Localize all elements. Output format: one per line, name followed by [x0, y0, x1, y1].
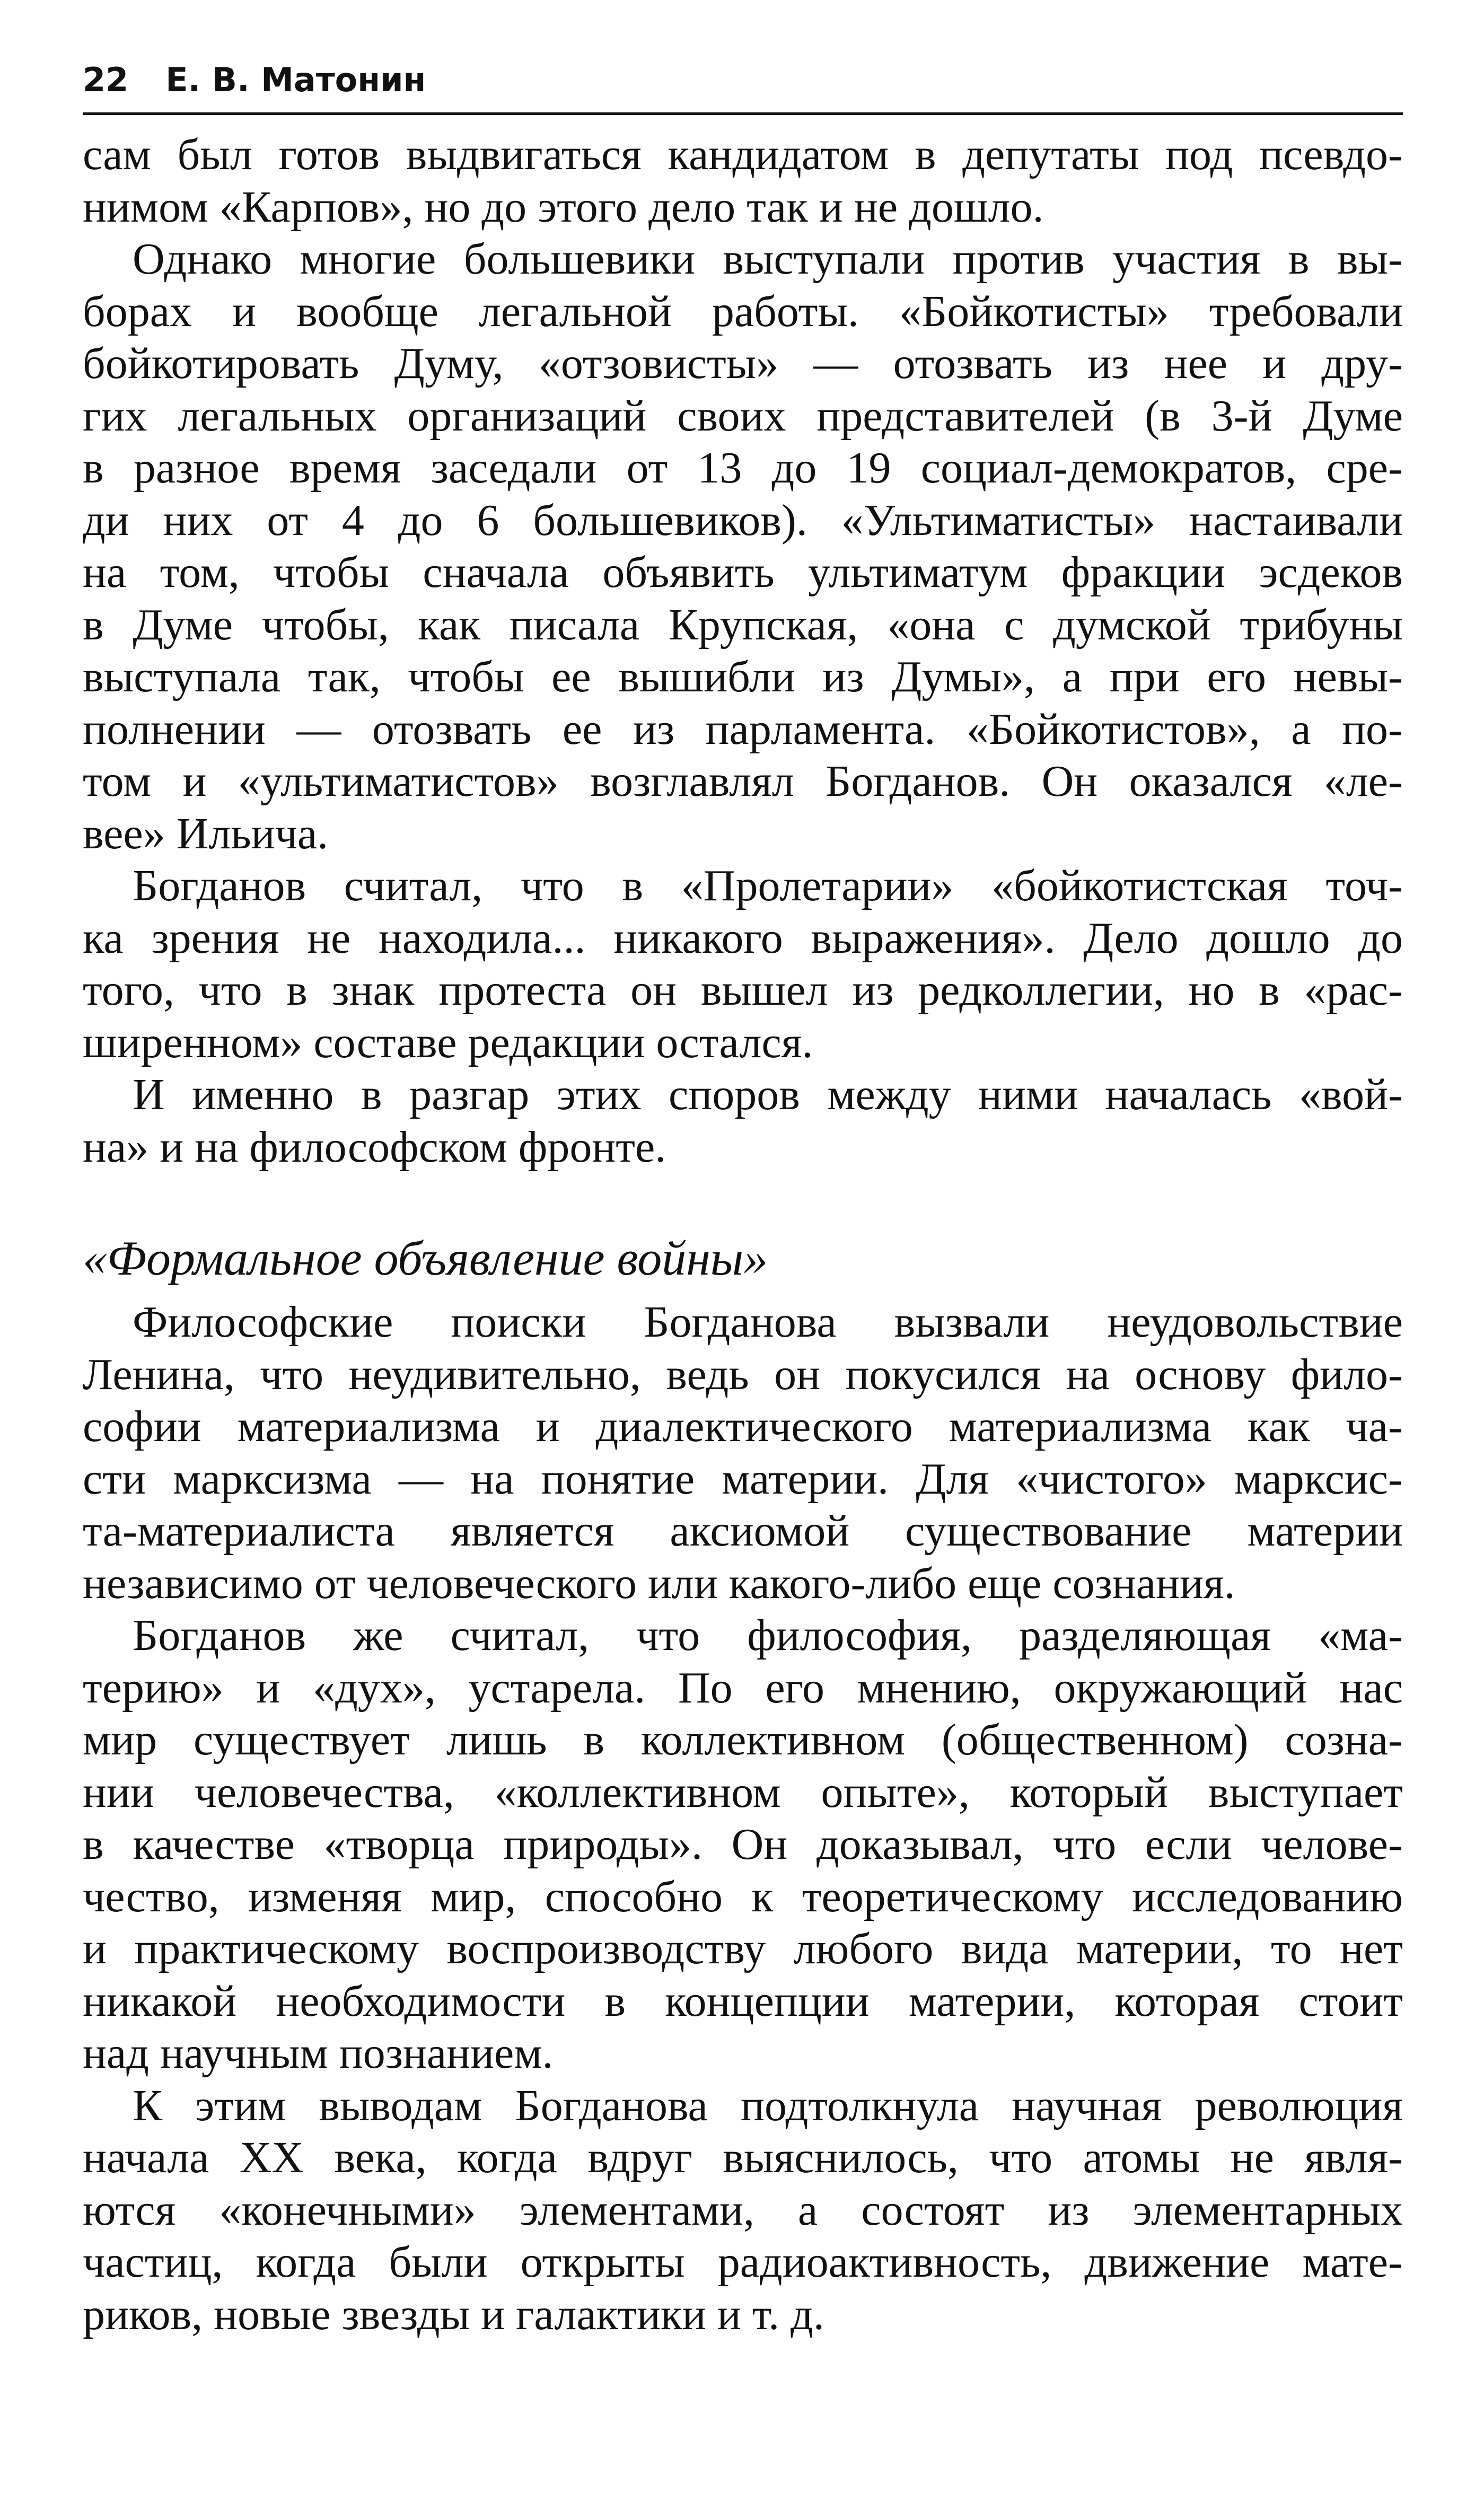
text-line: борах и вообще легальной работы. «Бойкотисты» требовали [83, 286, 1403, 336]
text-line: начала XX века, когда вдруг выяснилось, что атомы не явля- [83, 2133, 1403, 2182]
text-line: риков, новые звезды и галактики и т. д. [83, 2289, 824, 2339]
text-line: в Думе чтобы, как писала Крупская, «она с думской трибуны [83, 600, 1403, 649]
text-line: сти марксизма — на понятие материи. Для «чистого» марксис- [83, 1454, 1403, 1504]
running-head-author: Е. В. Матонин [165, 60, 426, 99]
page-number: 22 [83, 60, 129, 99]
text-line: ются «конечными» элементами, а состоят из элементарных [83, 2185, 1403, 2235]
section-title: «Формальное объявление войны» [83, 1231, 768, 1285]
text-line: полнении — отозвать ее из парламента. «Бойкотистов», а по- [83, 704, 1403, 754]
text-line: чество, изменяя мир, способно к теоретическому исследованию [83, 1872, 1403, 1921]
text-line: частиц, когда были открыты радиоактивность, движение мате- [83, 2237, 1403, 2287]
text-line: нимом «Карпов», но до этого дело так и не дошло. [83, 182, 1044, 232]
text-line: выступала так, чтобы ее вышибли из Думы», а при его невы- [83, 652, 1403, 701]
text-line: в разное время заседали от 13 до 19 социал-демократов, сре- [83, 443, 1403, 493]
text-line: никакой необходимости в концепции материи, которая стоит [83, 1976, 1403, 2026]
text-line: вее» Ильича. [83, 809, 329, 858]
text-line: Ленина, что неудивительно, ведь он покусился на основу фило- [83, 1349, 1403, 1399]
text-line: Философские поиски Богданова вызвали неудовольствие [133, 1297, 1403, 1347]
text-line: бойкотировать Думу, «отзовисты» — отозвать из нее и дру- [83, 339, 1403, 388]
text-line: та-материалиста является аксиомой существование материи [83, 1506, 1403, 1556]
text-line: И именно в разгар этих споров между ними началась «вой- [133, 1070, 1403, 1119]
text-line: сам был готов выдвигаться кандидатом в депутаты под псевдо- [83, 130, 1403, 179]
text-line: ди них от 4 до 6 большевиков). «Ультиматисты» настаивали [83, 495, 1403, 545]
text-line: независимо от человеческого или какого-либо еще сознания. [83, 1558, 1235, 1608]
text-line: терию» и «дух», устарела. По его мнению, окружающий нас [83, 1663, 1403, 1713]
paragraph [83, 129, 1403, 233]
text-line: Богданов считал, что в «Пролетарии» «бойкотистская точ- [133, 861, 1403, 910]
text-line: нии человечества, «коллективном опыте», который выступает [83, 1767, 1403, 1817]
text-line: Богданов же считал, что философия, разделяющая «ма- [133, 1611, 1403, 1660]
body-text-after [83, 1296, 1403, 2341]
text-line: гих легальных организаций своих представителей (в 3-й Думе [83, 391, 1403, 441]
paragraph [83, 233, 1403, 860]
text-line: над научным познанием. [83, 2029, 554, 2078]
paragraph [83, 1610, 1403, 2080]
book-page [83, 60, 1403, 2341]
paragraph [83, 860, 1403, 1069]
text-line: в качестве «творца природы». Он доказывал, что если челове- [83, 1820, 1403, 1869]
text-line: на том, чтобы сначала объявить ультиматум фракции эсдеков [83, 548, 1403, 597]
text-line: ка зрения не находила... никакого выражения». Дело дошло до [83, 913, 1403, 963]
text-line: том и «ультиматистов» возглавлял Богданов. Он оказался «ле- [83, 757, 1403, 806]
text-line: мир существует лишь в коллективном (общественном) созна- [83, 1715, 1403, 1764]
text-line: софии материализма и диалектического материализма как ча- [83, 1402, 1403, 1451]
text-line: К этим выводам Богданова подтолкнула научная революция [133, 2080, 1403, 2130]
text-line: Однако многие большевики выступали против участия в вы- [133, 234, 1403, 284]
text-line: того, что в знак протеста он вышел из редколлегии, но в «рас- [83, 965, 1403, 1015]
running-head [83, 60, 1403, 115]
paragraph [83, 1069, 1403, 1173]
body-text-before [83, 129, 1403, 1173]
text-line: ширенном» составе редакции остался. [83, 1017, 813, 1067]
paragraph [83, 1296, 1403, 1610]
text-line: и практическому воспроизводству любого вида материи, то нет [83, 1924, 1403, 1973]
paragraph [83, 2080, 1403, 2341]
text-line: на» и на философском фронте. [83, 1122, 666, 1172]
